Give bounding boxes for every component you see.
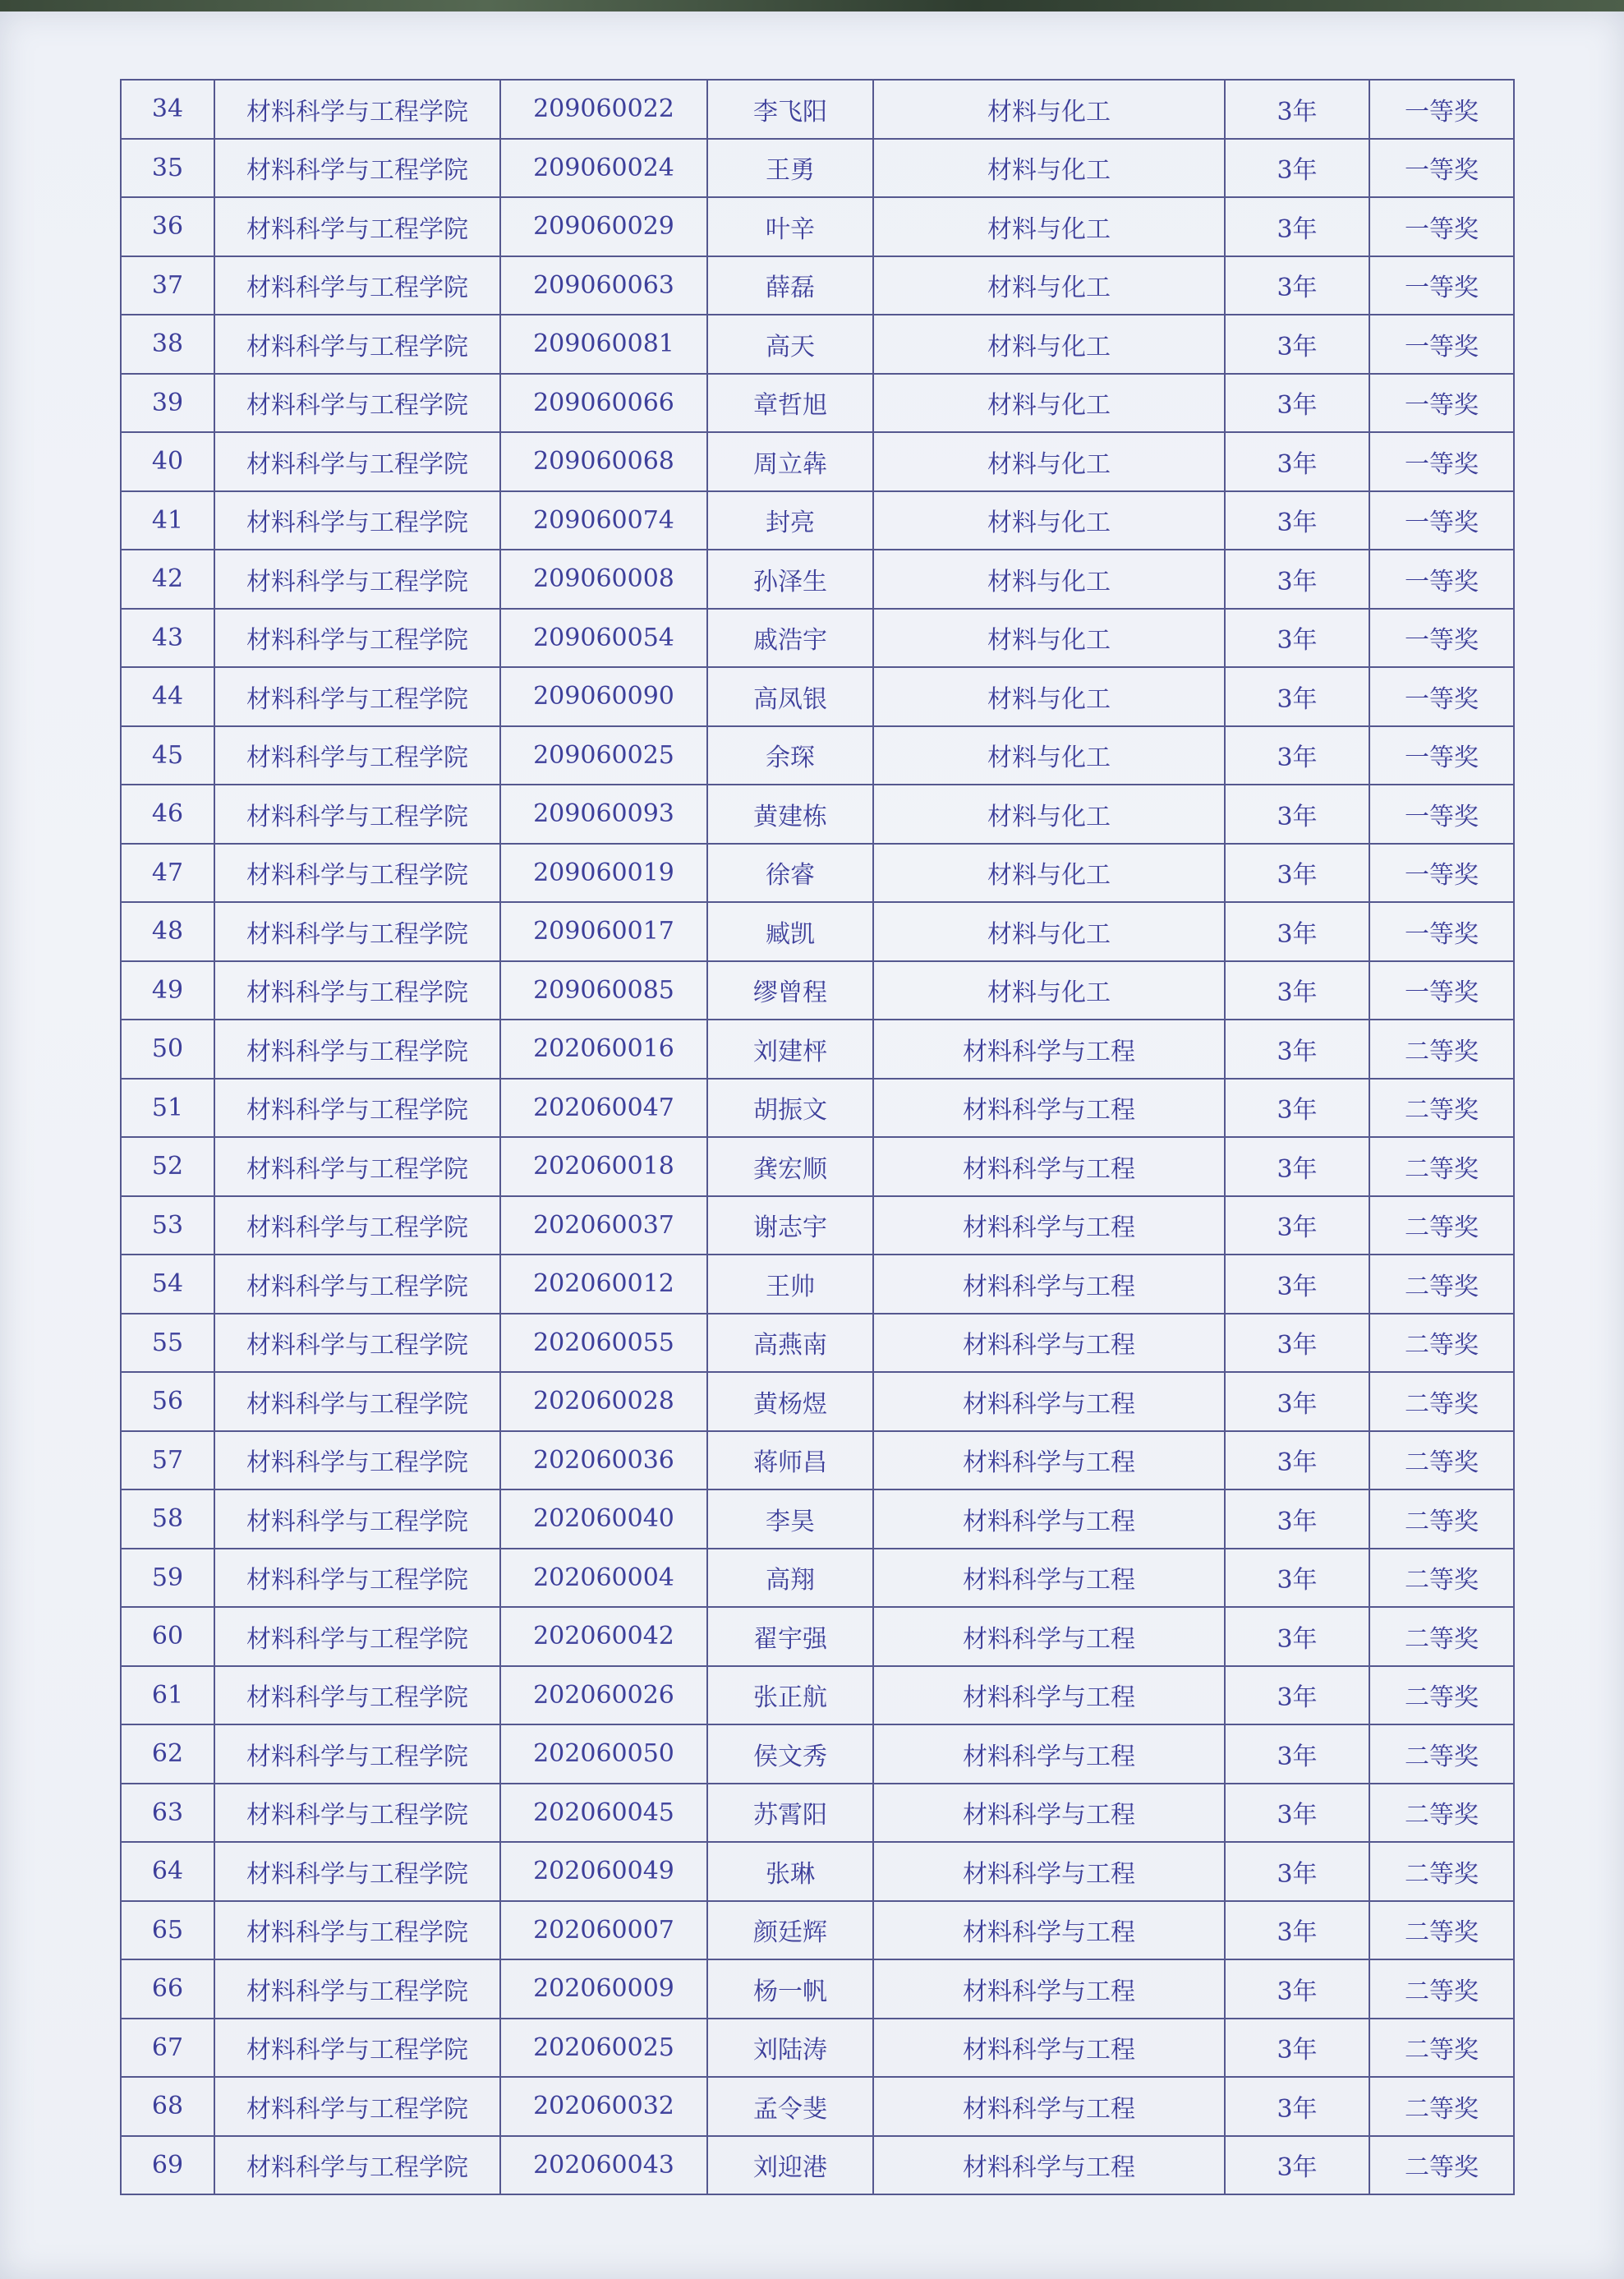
table-row	[121, 1255, 1514, 1314]
major-cell: 材料与化工	[873, 139, 1225, 198]
major-cell: 材料与化工	[873, 667, 1225, 726]
row-index: 67	[121, 2019, 214, 2078]
award-level-cell: 一等奖	[1369, 844, 1514, 903]
student-name-cell: 刘迎港	[707, 2136, 873, 2195]
college-cell: 材料科学与工程学院	[214, 1314, 500, 1373]
row-index: 60	[121, 1607, 214, 1666]
student-id-cell: 209060090	[500, 667, 707, 726]
row-index: 57	[121, 1431, 214, 1490]
study-years-cell: 3年	[1225, 1607, 1369, 1666]
college-cell: 材料科学与工程学院	[214, 256, 500, 315]
row-index: 64	[121, 1842, 214, 1901]
award-level-cell: 二等奖	[1369, 2136, 1514, 2195]
college-cell: 材料科学与工程学院	[214, 1724, 500, 1784]
major-cell: 材料与化工	[873, 550, 1225, 609]
award-roster-table	[120, 79, 1515, 2195]
college-cell: 材料科学与工程学院	[214, 1431, 500, 1490]
student-id-cell: 202060040	[500, 1489, 707, 1549]
student-id-cell: 209060024	[500, 139, 707, 198]
row-index: 56	[121, 1372, 214, 1431]
student-id-cell: 209060066	[500, 374, 707, 433]
study-years-cell: 3年	[1225, 667, 1369, 726]
college-cell: 材料科学与工程学院	[214, 1079, 500, 1138]
table-row	[121, 1079, 1514, 1138]
row-index: 34	[121, 80, 214, 139]
major-cell: 材料科学与工程	[873, 1372, 1225, 1431]
study-years-cell: 3年	[1225, 902, 1369, 961]
student-id-cell: 202060004	[500, 1549, 707, 1608]
study-years-cell: 3年	[1225, 1549, 1369, 1608]
college-cell: 材料科学与工程学院	[214, 902, 500, 961]
row-index: 45	[121, 726, 214, 785]
student-id-cell: 202060018	[500, 1137, 707, 1196]
college-cell: 材料科学与工程学院	[214, 785, 500, 844]
table-row	[121, 1724, 1514, 1784]
study-years-cell: 3年	[1225, 961, 1369, 1020]
table-row	[121, 609, 1514, 668]
college-cell: 材料科学与工程学院	[214, 1784, 500, 1843]
major-cell: 材料与化工	[873, 432, 1225, 491]
major-cell: 材料与化工	[873, 256, 1225, 315]
student-name-cell: 封亮	[707, 491, 873, 550]
student-id-cell: 202060028	[500, 1372, 707, 1431]
row-index: 52	[121, 1137, 214, 1196]
row-index: 42	[121, 550, 214, 609]
student-id-cell: 209060063	[500, 256, 707, 315]
table-row	[121, 902, 1514, 961]
row-index: 63	[121, 1784, 214, 1843]
row-index: 40	[121, 432, 214, 491]
study-years-cell: 3年	[1225, 550, 1369, 609]
college-cell: 材料科学与工程学院	[214, 726, 500, 785]
college-cell: 材料科学与工程学院	[214, 374, 500, 433]
table-row	[121, 1842, 1514, 1901]
major-cell: 材料科学与工程	[873, 1137, 1225, 1196]
student-name-cell: 高翔	[707, 1549, 873, 1608]
student-name-cell: 黄建栋	[707, 785, 873, 844]
student-name-cell: 张琳	[707, 1842, 873, 1901]
table-row	[121, 1666, 1514, 1725]
student-id-cell: 209060085	[500, 961, 707, 1020]
college-cell: 材料科学与工程学院	[214, 609, 500, 668]
table-row	[121, 432, 1514, 491]
award-level-cell: 二等奖	[1369, 1959, 1514, 2019]
college-cell: 材料科学与工程学院	[214, 1607, 500, 1666]
award-level-cell: 一等奖	[1369, 315, 1514, 374]
study-years-cell: 3年	[1225, 1489, 1369, 1549]
student-name-cell: 高天	[707, 315, 873, 374]
major-cell: 材料科学与工程	[873, 1431, 1225, 1490]
student-name-cell: 李飞阳	[707, 80, 873, 139]
college-cell: 材料科学与工程学院	[214, 550, 500, 609]
student-name-cell: 翟宇强	[707, 1607, 873, 1666]
student-id-cell: 202060009	[500, 1959, 707, 2019]
award-level-cell: 二等奖	[1369, 1020, 1514, 1079]
table-row	[121, 139, 1514, 198]
major-cell: 材料科学与工程	[873, 1079, 1225, 1138]
row-index: 44	[121, 667, 214, 726]
student-id-cell: 202060047	[500, 1079, 707, 1138]
table-row	[121, 1372, 1514, 1431]
college-cell: 材料科学与工程学院	[214, 432, 500, 491]
major-cell: 材料科学与工程	[873, 1724, 1225, 1784]
student-name-cell: 高燕南	[707, 1314, 873, 1373]
award-level-cell: 一等奖	[1369, 961, 1514, 1020]
award-level-cell: 一等奖	[1369, 374, 1514, 433]
major-cell: 材料科学与工程	[873, 1020, 1225, 1079]
major-cell: 材料科学与工程	[873, 1842, 1225, 1901]
award-level-cell: 二等奖	[1369, 2077, 1514, 2136]
award-level-cell: 二等奖	[1369, 1314, 1514, 1373]
study-years-cell: 3年	[1225, 2077, 1369, 2136]
table-row	[121, 315, 1514, 374]
college-cell: 材料科学与工程学院	[214, 2019, 500, 2078]
award-level-cell: 二等奖	[1369, 2019, 1514, 2078]
award-level-cell: 一等奖	[1369, 197, 1514, 256]
row-index: 37	[121, 256, 214, 315]
college-cell: 材料科学与工程学院	[214, 1842, 500, 1901]
major-cell: 材料科学与工程	[873, 1314, 1225, 1373]
row-index: 35	[121, 139, 214, 198]
college-cell: 材料科学与工程学院	[214, 1255, 500, 1314]
table-row	[121, 785, 1514, 844]
table-row	[121, 374, 1514, 433]
row-index: 68	[121, 2077, 214, 2136]
row-index: 36	[121, 197, 214, 256]
row-index: 58	[121, 1489, 214, 1549]
major-cell: 材料科学与工程	[873, 1549, 1225, 1608]
college-cell: 材料科学与工程学院	[214, 491, 500, 550]
student-name-cell: 王帅	[707, 1255, 873, 1314]
award-level-cell: 二等奖	[1369, 1549, 1514, 1608]
major-cell: 材料科学与工程	[873, 1901, 1225, 1960]
college-cell: 材料科学与工程学院	[214, 2136, 500, 2195]
table-row	[121, 726, 1514, 785]
study-years-cell: 3年	[1225, 1842, 1369, 1901]
student-id-cell: 202060036	[500, 1431, 707, 1490]
college-cell: 材料科学与工程学院	[214, 80, 500, 139]
award-level-cell: 一等奖	[1369, 139, 1514, 198]
table-row	[121, 1784, 1514, 1843]
college-cell: 材料科学与工程学院	[214, 2077, 500, 2136]
study-years-cell: 3年	[1225, 432, 1369, 491]
major-cell: 材料与化工	[873, 374, 1225, 433]
student-id-cell: 209060008	[500, 550, 707, 609]
study-years-cell: 3年	[1225, 315, 1369, 374]
row-index: 62	[121, 1724, 214, 1784]
student-name-cell: 蒋师昌	[707, 1431, 873, 1490]
college-cell: 材料科学与工程学院	[214, 197, 500, 256]
table-row	[121, 1607, 1514, 1666]
student-id-cell: 209060068	[500, 432, 707, 491]
college-cell: 材料科学与工程学院	[214, 315, 500, 374]
table-row	[121, 197, 1514, 256]
row-index: 46	[121, 785, 214, 844]
college-cell: 材料科学与工程学院	[214, 961, 500, 1020]
student-name-cell: 高凤银	[707, 667, 873, 726]
table-row	[121, 1959, 1514, 2019]
major-cell: 材料科学与工程	[873, 1255, 1225, 1314]
study-years-cell: 3年	[1225, 1137, 1369, 1196]
row-index: 43	[121, 609, 214, 668]
student-name-cell: 张正航	[707, 1666, 873, 1725]
row-index: 50	[121, 1020, 214, 1079]
table-row	[121, 256, 1514, 315]
student-name-cell: 谢志宇	[707, 1196, 873, 1255]
award-level-cell: 二等奖	[1369, 1901, 1514, 1960]
student-id-cell: 202060045	[500, 1784, 707, 1843]
award-level-cell: 二等奖	[1369, 1607, 1514, 1666]
study-years-cell: 3年	[1225, 1255, 1369, 1314]
student-id-cell: 202060050	[500, 1724, 707, 1784]
study-years-cell: 3年	[1225, 1079, 1369, 1138]
study-years-cell: 3年	[1225, 1020, 1369, 1079]
major-cell: 材料与化工	[873, 902, 1225, 961]
row-index: 61	[121, 1666, 214, 1725]
major-cell: 材料科学与工程	[873, 2136, 1225, 2195]
study-years-cell: 3年	[1225, 1959, 1369, 2019]
award-level-cell: 一等奖	[1369, 256, 1514, 315]
student-id-cell: 209060029	[500, 197, 707, 256]
study-years-cell: 3年	[1225, 139, 1369, 198]
student-id-cell: 209060025	[500, 726, 707, 785]
row-index: 55	[121, 1314, 214, 1373]
award-level-cell: 二等奖	[1369, 1842, 1514, 1901]
major-cell: 材料与化工	[873, 80, 1225, 139]
student-id-cell: 202060026	[500, 1666, 707, 1725]
table-row	[121, 1901, 1514, 1960]
student-id-cell: 209060022	[500, 80, 707, 139]
table-row	[121, 491, 1514, 550]
study-years-cell: 3年	[1225, 844, 1369, 903]
college-cell: 材料科学与工程学院	[214, 1489, 500, 1549]
student-id-cell: 202060016	[500, 1020, 707, 1079]
major-cell: 材料与化工	[873, 844, 1225, 903]
study-years-cell: 3年	[1225, 1666, 1369, 1725]
study-years-cell: 3年	[1225, 256, 1369, 315]
award-level-cell: 二等奖	[1369, 1079, 1514, 1138]
table-row	[121, 667, 1514, 726]
table-row	[121, 961, 1514, 1020]
college-cell: 材料科学与工程学院	[214, 667, 500, 726]
table-row	[121, 1549, 1514, 1608]
study-years-cell: 3年	[1225, 726, 1369, 785]
student-id-cell: 209060017	[500, 902, 707, 961]
student-name-cell: 孟令斐	[707, 2077, 873, 2136]
student-name-cell: 苏霄阳	[707, 1784, 873, 1843]
college-cell: 材料科学与工程学院	[214, 139, 500, 198]
student-name-cell: 侯文秀	[707, 1724, 873, 1784]
college-cell: 材料科学与工程学院	[214, 1549, 500, 1608]
study-years-cell: 3年	[1225, 2136, 1369, 2195]
student-name-cell: 叶辛	[707, 197, 873, 256]
row-index: 54	[121, 1255, 214, 1314]
college-cell: 材料科学与工程学院	[214, 844, 500, 903]
award-level-cell: 二等奖	[1369, 1255, 1514, 1314]
row-index: 38	[121, 315, 214, 374]
study-years-cell: 3年	[1225, 374, 1369, 433]
table-row	[121, 2077, 1514, 2136]
student-id-cell: 209060081	[500, 315, 707, 374]
student-name-cell: 缪曾程	[707, 961, 873, 1020]
table-row	[121, 1314, 1514, 1373]
award-level-cell: 一等奖	[1369, 550, 1514, 609]
study-years-cell: 3年	[1225, 80, 1369, 139]
table-row	[121, 80, 1514, 139]
award-level-cell: 一等奖	[1369, 785, 1514, 844]
major-cell: 材料科学与工程	[873, 1784, 1225, 1843]
major-cell: 材料与化工	[873, 197, 1225, 256]
row-index: 41	[121, 491, 214, 550]
student-id-cell: 209060074	[500, 491, 707, 550]
major-cell: 材料科学与工程	[873, 1607, 1225, 1666]
study-years-cell: 3年	[1225, 1724, 1369, 1784]
table-row	[121, 2019, 1514, 2078]
award-level-cell: 一等奖	[1369, 432, 1514, 491]
table-row	[121, 2136, 1514, 2195]
row-index: 39	[121, 374, 214, 433]
study-years-cell: 3年	[1225, 785, 1369, 844]
student-name-cell: 龚宏顺	[707, 1137, 873, 1196]
major-cell: 材料与化工	[873, 609, 1225, 668]
award-level-cell: 二等奖	[1369, 1724, 1514, 1784]
row-index: 47	[121, 844, 214, 903]
major-cell: 材料与化工	[873, 491, 1225, 550]
award-level-cell: 二等奖	[1369, 1372, 1514, 1431]
major-cell: 材料科学与工程	[873, 2019, 1225, 2078]
college-cell: 材料科学与工程学院	[214, 1196, 500, 1255]
study-years-cell: 3年	[1225, 609, 1369, 668]
college-cell: 材料科学与工程学院	[214, 1020, 500, 1079]
student-id-cell: 209060019	[500, 844, 707, 903]
student-id-cell: 202060032	[500, 2077, 707, 2136]
student-name-cell: 胡振文	[707, 1079, 873, 1138]
college-cell: 材料科学与工程学院	[214, 1137, 500, 1196]
college-cell: 材料科学与工程学院	[214, 1372, 500, 1431]
table-row	[121, 1489, 1514, 1549]
study-years-cell: 3年	[1225, 1314, 1369, 1373]
student-name-cell: 徐睿	[707, 844, 873, 903]
row-index: 53	[121, 1196, 214, 1255]
study-years-cell: 3年	[1225, 2019, 1369, 2078]
major-cell: 材料科学与工程	[873, 2077, 1225, 2136]
student-name-cell: 李昊	[707, 1489, 873, 1549]
student-name-cell: 薛磊	[707, 256, 873, 315]
study-years-cell: 3年	[1225, 1784, 1369, 1843]
award-level-cell: 一等奖	[1369, 609, 1514, 668]
table-row	[121, 1137, 1514, 1196]
row-index: 49	[121, 961, 214, 1020]
student-id-cell: 202060042	[500, 1607, 707, 1666]
award-level-cell: 一等奖	[1369, 491, 1514, 550]
table-row	[121, 844, 1514, 903]
study-years-cell: 3年	[1225, 1372, 1369, 1431]
student-id-cell: 202060043	[500, 2136, 707, 2195]
student-id-cell: 202060012	[500, 1255, 707, 1314]
student-id-cell: 202060037	[500, 1196, 707, 1255]
award-level-cell: 二等奖	[1369, 1666, 1514, 1725]
major-cell: 材料科学与工程	[873, 1489, 1225, 1549]
study-years-cell: 3年	[1225, 1901, 1369, 1960]
student-name-cell: 戚浩宇	[707, 609, 873, 668]
study-years-cell: 3年	[1225, 491, 1369, 550]
row-index: 66	[121, 1959, 214, 2019]
major-cell: 材料科学与工程	[873, 1196, 1225, 1255]
student-name-cell: 孙泽生	[707, 550, 873, 609]
table-row	[121, 1020, 1514, 1079]
award-level-cell: 二等奖	[1369, 1784, 1514, 1843]
college-cell: 材料科学与工程学院	[214, 1901, 500, 1960]
student-name-cell: 颜廷辉	[707, 1901, 873, 1960]
award-level-cell: 二等奖	[1369, 1196, 1514, 1255]
major-cell: 材料与化工	[873, 785, 1225, 844]
student-id-cell: 202060025	[500, 2019, 707, 2078]
student-id-cell: 202060007	[500, 1901, 707, 1960]
award-level-cell: 一等奖	[1369, 667, 1514, 726]
student-name-cell: 刘陆涛	[707, 2019, 873, 2078]
table-row	[121, 1196, 1514, 1255]
award-level-cell: 一等奖	[1369, 80, 1514, 139]
major-cell: 材料与化工	[873, 315, 1225, 374]
major-cell: 材料与化工	[873, 961, 1225, 1020]
row-index: 48	[121, 902, 214, 961]
award-level-cell: 二等奖	[1369, 1137, 1514, 1196]
college-cell: 材料科学与工程学院	[214, 1666, 500, 1725]
major-cell: 材料与化工	[873, 726, 1225, 785]
student-name-cell: 章哲旭	[707, 374, 873, 433]
student-name-cell: 黄杨煜	[707, 1372, 873, 1431]
table-row	[121, 550, 1514, 609]
document-page	[0, 12, 1624, 2279]
award-level-cell: 二等奖	[1369, 1431, 1514, 1490]
student-name-cell: 杨一帆	[707, 1959, 873, 2019]
study-years-cell: 3年	[1225, 1196, 1369, 1255]
student-name-cell: 周立犇	[707, 432, 873, 491]
major-cell: 材料科学与工程	[873, 1959, 1225, 2019]
student-name-cell: 臧凯	[707, 902, 873, 961]
row-index: 69	[121, 2136, 214, 2195]
row-index: 51	[121, 1079, 214, 1138]
student-id-cell: 209060054	[500, 609, 707, 668]
major-cell: 材料科学与工程	[873, 1666, 1225, 1725]
award-level-cell: 一等奖	[1369, 726, 1514, 785]
study-years-cell: 3年	[1225, 1431, 1369, 1490]
row-index: 59	[121, 1549, 214, 1608]
student-name-cell: 刘建枰	[707, 1020, 873, 1079]
table-body	[121, 80, 1514, 2194]
table-row	[121, 1431, 1514, 1490]
student-id-cell: 202060055	[500, 1314, 707, 1373]
award-level-cell: 二等奖	[1369, 1489, 1514, 1549]
student-id-cell: 209060093	[500, 785, 707, 844]
college-cell: 材料科学与工程学院	[214, 1959, 500, 2019]
row-index: 65	[121, 1901, 214, 1960]
student-name-cell: 王勇	[707, 139, 873, 198]
award-level-cell: 一等奖	[1369, 902, 1514, 961]
student-id-cell: 202060049	[500, 1842, 707, 1901]
study-years-cell: 3年	[1225, 197, 1369, 256]
student-name-cell: 余琛	[707, 726, 873, 785]
